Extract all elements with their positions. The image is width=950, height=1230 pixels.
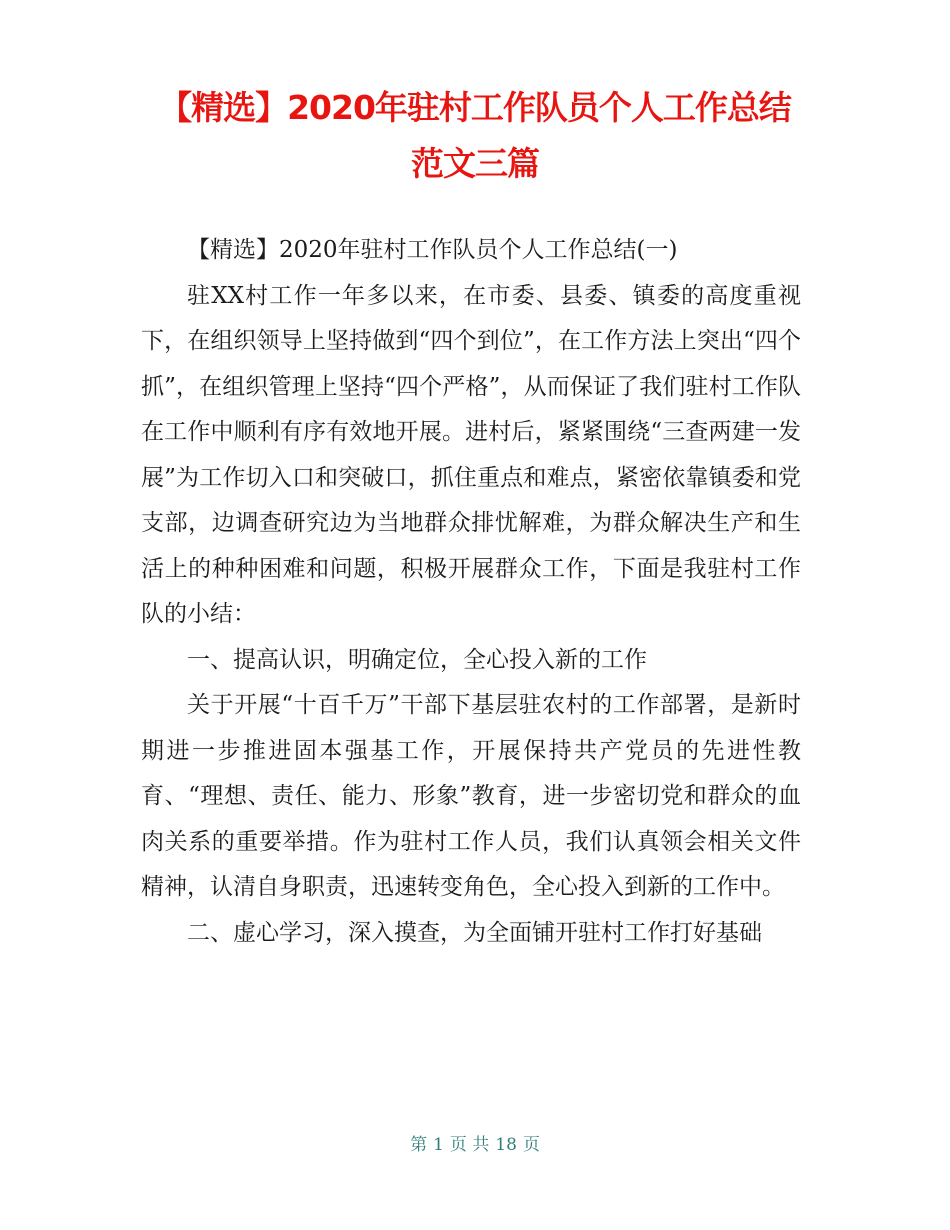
footer-prefix: 第 xyxy=(410,1135,428,1155)
page-footer xyxy=(0,1133,950,1157)
subsection-heading: 二、虚心学习，深入摸查，为全面铺开驻村工作打好基础 xyxy=(187,919,762,946)
document-body xyxy=(141,228,801,956)
footer-suffix: 页 xyxy=(522,1135,540,1155)
document-title-line-1: 【精选】2020年驻村工作队员个人工作总结 xyxy=(159,88,791,127)
section-heading: 【精选】2020年驻村工作队员个人工作总结(一) xyxy=(187,237,678,263)
body-paragraph: 关于开展“十百千万”干部下基层驻农村的工作部署，是新时期进一步推进固本强基工作，开展保持共产党员的先进性教育、“理想、责任、能力、形象”教育，进一步密切党和群众的血肉关系的重要举措。作为驻村工作人员，我们认真领会相关文件精神，认清自身职责，迅速转变角色，全心投入到新的工作中。 xyxy=(141,692,801,900)
document-title-line-2: 范文三篇 xyxy=(411,144,539,183)
document-title xyxy=(120,80,830,192)
body-paragraph: 驻XX村工作一年多以来，在市委、县委、镇委的高度重视下，在组织领导上坚持做到“四个到位”，在工作方法上突出“四个抓”，在组织管理上坚持“四个严格”，从而保证了我们驻村工作队在工作中顺利有序有效地开展。进村后，紧紧围绕“三查两建一发展”为工作切入口和突破口，抓住重点和难点，紧密依靠镇委和党支部，边调查研究边为当地群众排忧解难，为群众解决生产和生活上的种种困难和问题，积极开展群众工作，下面是我驻村工作队的小结： xyxy=(141,282,801,627)
subsection-heading: 一、提高认识，明确定位，全心投入新的工作 xyxy=(187,646,647,673)
footer-page-number: 1 xyxy=(433,1135,444,1155)
footer-total-pages: 18 xyxy=(495,1135,517,1155)
footer-mid: 页 共 xyxy=(449,1135,490,1155)
